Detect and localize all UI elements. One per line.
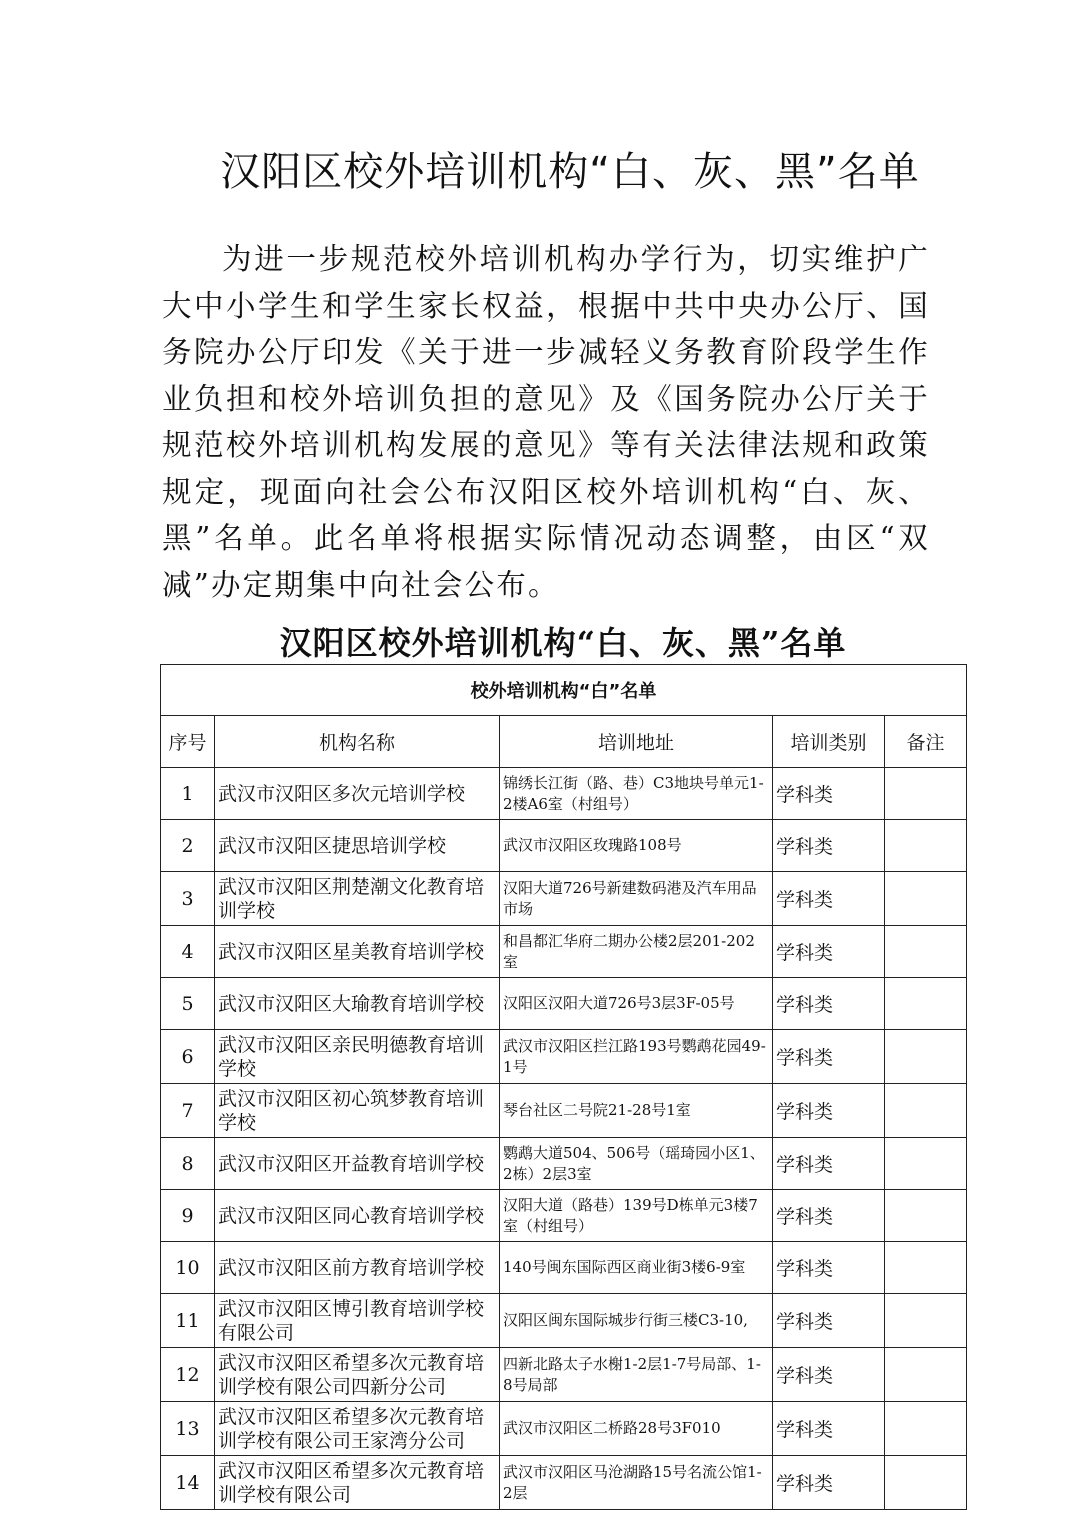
cell-type: 学科类 [773,1030,885,1084]
cell-note [885,1084,967,1138]
cell-note [885,926,967,978]
table-row [161,1190,967,1242]
cell-name: 武汉市汉阳区大瑜教育培训学校 [215,978,500,1030]
table-row [161,1348,967,1402]
cell-name: 武汉市汉阳区荆楚潮文化教育培训学校 [215,872,500,926]
cell-address: 武汉市汉阳区马沧湖路15号名流公馆1-2层 [500,1456,773,1510]
cell-name: 武汉市汉阳区前方教育培训学校 [215,1242,500,1294]
table-row [161,1456,967,1510]
cell-type: 学科类 [773,1084,885,1138]
table-title: 汉阳区校外培训机构“白、灰、黑”名单 [279,624,847,662]
cell-type: 学科类 [773,1402,885,1456]
cell-note [885,768,967,820]
cell-address: 锦绣长江街（路、巷）C3地块号单元1-2楼A6室（村组号） [500,768,773,820]
cell-no: 10 [161,1242,215,1294]
cell-no: 6 [161,1030,215,1084]
cell-address: 四新北路太子水榭1-2层1-7号局部、1-8号局部 [500,1348,773,1402]
table-row [161,1138,967,1190]
cell-address: 武汉市汉阳区二桥路28号3F010 [500,1402,773,1456]
cell-name: 武汉市汉阳区希望多次元教育培训学校有限公司王家湾分公司 [215,1402,500,1456]
cell-address: 武汉市汉阳区玫瑰路108号 [500,820,773,872]
cell-address: 武汉市汉阳区拦江路193号鹦鹉花园49-1号 [500,1030,773,1084]
table-row [161,1242,967,1294]
cell-name: 武汉市汉阳区星美教育培训学校 [215,926,500,978]
table-row [161,1030,967,1084]
column-header-row [161,716,967,768]
cell-name: 武汉市汉阳区多次元培训学校 [215,768,500,820]
cell-note [885,1402,967,1456]
cell-type: 学科类 [773,1456,885,1510]
cell-note [885,1456,967,1510]
table-row [161,1294,967,1348]
table-row [161,872,967,926]
cell-note [885,1242,967,1294]
cell-type: 学科类 [773,1348,885,1402]
white-list-table [160,664,967,1510]
header-name: 机构名称 [215,716,500,768]
cell-address: 汉阳大道726号新建数码港及汽车用品市场 [500,872,773,926]
table-row [161,926,967,978]
header-no: 序号 [161,716,215,768]
cell-type: 学科类 [773,820,885,872]
cell-no: 13 [161,1402,215,1456]
cell-name: 武汉市汉阳区希望多次元教育培训学校有限公司四新分公司 [215,1348,500,1402]
cell-address: 琴台社区二号院21-28号1室 [500,1084,773,1138]
cell-name: 武汉市汉阳区开益教育培训学校 [215,1138,500,1190]
cell-address: 汉阳区汉阳大道726号3层3F-05号 [500,978,773,1030]
cell-type: 学科类 [773,1294,885,1348]
header-note: 备注 [885,716,967,768]
cell-type: 学科类 [773,1138,885,1190]
document-title: 汉阳区校外培训机构“白、灰、黑”名单 [220,149,920,195]
cell-no: 14 [161,1456,215,1510]
cell-no: 1 [161,768,215,820]
cell-name: 武汉市汉阳区博引教育培训学校有限公司 [215,1294,500,1348]
cell-no: 4 [161,926,215,978]
cell-name: 武汉市汉阳区同心教育培训学校 [215,1190,500,1242]
cell-no: 3 [161,872,215,926]
cell-note [885,1294,967,1348]
cell-type: 学科类 [773,926,885,978]
cell-note [885,1348,967,1402]
cell-name: 武汉市汉阳区初心筑梦教育培训学校 [215,1084,500,1138]
cell-no: 9 [161,1190,215,1242]
cell-address: 汉阳区闽东国际城步行街三楼C3-10, [500,1294,773,1348]
cell-no: 11 [161,1294,215,1348]
cell-note [885,1190,967,1242]
cell-note [885,820,967,872]
table-row [161,1402,967,1456]
cell-no: 2 [161,820,215,872]
cell-no: 5 [161,978,215,1030]
cell-name: 武汉市汉阳区亲民明德教育培训学校 [215,1030,500,1084]
cell-type: 学科类 [773,978,885,1030]
cell-no: 7 [161,1084,215,1138]
cell-address: 和昌都汇华府二期办公楼2层201-202室 [500,926,773,978]
cell-name: 武汉市汉阳区希望多次元教育培训学校有限公司 [215,1456,500,1510]
cell-no: 8 [161,1138,215,1190]
cell-note [885,1138,967,1190]
cell-type: 学科类 [773,1242,885,1294]
table-row [161,820,967,872]
cell-type: 学科类 [773,1190,885,1242]
table-row [161,768,967,820]
section-title: 校外培训机构“白”名单 [161,665,967,716]
cell-note [885,872,967,926]
cell-address: 140号闽东国际西区商业街3楼6-9室 [500,1242,773,1294]
cell-no: 12 [161,1348,215,1402]
cell-note [885,978,967,1030]
cell-note [885,1030,967,1084]
intro-paragraph: 为进一步规范校外培训机构办学行为，切实维护广大中小学生和学生家长权益，根据中共中央办公厅、国务院办公厅印发《关于进一步减轻义务教育阶段学生作业负担和校外培训负担的意见》及《国务院办公厅关于规范校外培训机构发展的意见》等有关法律法规和政策规定，现面向社会公布汉阳区校外培训机构“白、灰、黑”名单。此名单将根据实际情况动态调整，由区“双减”办定期集中向社会公布。 [162,242,930,602]
header-address: 培训地址 [500,716,773,768]
cell-address: 鹦鹉大道504、506号（瑶琦园小区1、2栋）2层3室 [500,1138,773,1190]
table-row [161,978,967,1030]
cell-address: 汉阳大道（路巷）139号D栋单元3楼7室（村组号） [500,1190,773,1242]
table-row [161,1084,967,1138]
cell-type: 学科类 [773,872,885,926]
header-type: 培训类别 [773,716,885,768]
cell-name: 武汉市汉阳区捷思培训学校 [215,820,500,872]
cell-type: 学科类 [773,768,885,820]
